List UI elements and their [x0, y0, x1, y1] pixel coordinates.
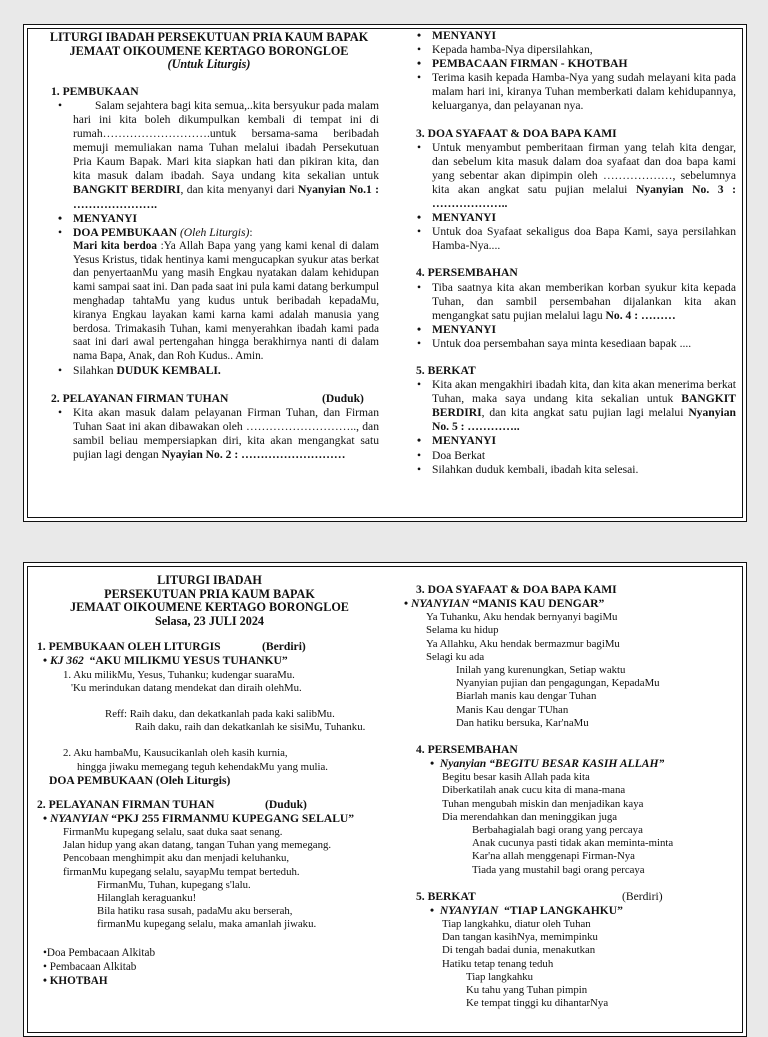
- sheet1-right-column: [404, 29, 736, 477]
- song-lyrics: Tiap langkahku, diatur oleh Tuhan Dan tangan kasihNya, memimpinku Di tengah badai dunia, menakutkan Hatiku tetap tenang teduh Tiap langkahku Ku tahu yang Tuhan pimpin Ke tempat tinggi ku dihantarNya: [442, 918, 609, 1010]
- song-lyrics: 1. Aku milikMu, Yesus, Tuhanku; kudengar suaraMu. 'Ku merindukan datang mendekat dan diraih olehMu. Reff: Raih daku, dan dekatkanlah pada kaki salibMu. Raih daku, raih dan dekatkanlah ke sisiMu, Tuhanku. 2. Aku hambaMu, Kausucikanlah oleh kasih kurnia, hingga jiwaku memegang teguh kehendakMu yang mulia.: [63, 668, 366, 773]
- section-heading-pembukaan: 1. PEMBUKAAN: [51, 84, 139, 98]
- list-item: • Terima kasih kepada Hamba-Nya yang sudah melayani kita pada malam hari ini, kiranya Tuhan memberkati dalam kehidupannya, keluarganya, dan pelayanan nya.: [432, 71, 736, 113]
- list-item: • Tiba saatnya kita akan memberikan korban syukur kita kepada Tuhan, dan sambil persembahan dijalankan kita akan mengangkat satu pujian melalui lagu No. 4 : ………: [432, 281, 736, 323]
- list-item: • PEMBACAAN FIRMAN - KHOTBAH: [432, 57, 736, 71]
- song-title-tiap-langkahku: • NYANYIAN “TIAP LANGKAHKU”: [430, 903, 623, 917]
- list-item: • MENYANYI: [73, 212, 379, 226]
- list-item: • Kita akan mengakhiri ibadah kita, dan kita akan menerima berkat Tuhan, maka saya undang kita sekalian untuk BANGKIT BERDIRI, dan kita angkat satu pujian lagi melalui Nyanyian No. 5 : …………..: [432, 378, 736, 434]
- khotbah-list: [37, 946, 382, 988]
- liturgy-sheet-congregation: [23, 562, 747, 1037]
- list-item: • Pembacaan Alkitab: [43, 960, 137, 973]
- berkat-list: [404, 378, 736, 477]
- sheet1-left-column: [39, 31, 379, 463]
- list-item: • Kita akan masuk dalam pelayanan Firman Tuhan, dan Firman Tuhan Saat ini akan dibawakan oleh ……………………….., dan sambil beliau mempersiapkan diri, kita akan mengangkat satu pujian lagi dengan Nyayian No. 2 : ………………………: [73, 406, 379, 462]
- section-heading-persembahan: 4. PERSEMBAHAN: [416, 743, 518, 757]
- doa-syafaat-list: [404, 141, 736, 254]
- section-heading-berkat: 5. BERKAT: [416, 363, 476, 377]
- song-lyrics: Ya Tuhanku, Aku hendak bernyanyi bagiMu Selama ku hidup Ya Allahku, Aku hendak bermazmur bagiMu Selagi ku ada Inilah yang kurenungkan, Setiap waktu Nyanyian pujian dan pengagungan, KepadaMu Biarlah manis kau dengar Tuhan Manis Kau dengar TUhan Dan hatiku bersuka, Kar'naMu: [426, 611, 660, 729]
- list-item: • DOA PEMBUKAAN (Oleh Liturgis):: [73, 226, 379, 240]
- pembukaan-list-end: [39, 364, 379, 378]
- section-heading-pembukaan: 1. PEMBUKAAN OLEH LITURGIS (Berdiri): [37, 640, 306, 654]
- song-title-pkj255: • NYANYIAN “PKJ 255 FIRMANMU KUPEGANG SELALU”: [43, 811, 355, 825]
- list-item: • Kepada hamba-Nya dipersilahkan,: [432, 43, 736, 57]
- sheet2-right-column: [404, 583, 734, 1010]
- persembahan-list: [404, 281, 736, 351]
- list-item: •Doa Pembacaan Alkitab: [43, 946, 156, 959]
- sheet1-title: LITURGI IBADAH PERSEKUTUAN PRIA KAUM BAPAK JEMAAT OIKOUMENE KERTAGO BORONGLOE (Untuk Liturgis): [39, 31, 379, 72]
- sheet2-left-column: [37, 574, 382, 988]
- list-item: • Silahkan DUDUK KEMBALI.: [73, 364, 379, 378]
- list-item: • Silahkan duduk kembali, ibadah kita selesai.: [432, 463, 736, 477]
- list-item: • MENYANYI: [432, 434, 736, 448]
- song-title-begitu-besar: • Nyanyian “BEGITU BESAR KASIH ALLAH”: [430, 757, 665, 771]
- section-heading-berkat: 5. BERKAT (Berdiri): [416, 889, 663, 903]
- section-heading-firman: 2. PELAYANAN FIRMAN TUHAN (Duduk): [37, 797, 307, 811]
- section-heading-persembahan: 4. PERSEMBAHAN: [416, 266, 518, 280]
- list-item: • Salam sejahtera bagi kita semua,..kita bersyukur pada malam hari ini kita boleh dikumpulkan kembali di tempat ini di rumah……………………….untuk bersama-sama beribadah memuji memuliakan nama Tuhan melalui ibadah Persekutuan Pria Kaum Bapak. Mari kita siapkan hati dan pikiran kita, dan kita masuk dalam ibadah. Saya undang kita sekalian untuk BANGKIT BERDIRI, dan kita menyanyi dari Nyanyian No.1 : ………………….: [73, 99, 379, 212]
- song-lyrics: Begitu besar kasih Allah pada kita Diberkatilah anak cucu kita di mana-mana Tuhan mengubah miskin dan menjadikan kaya Dia merendahkan dan meninggikan juga Berbahagialah bagi orang yang percaya Anak cucunya pasti tidak akan meminta-minta Kar'na allah menggenapi Firman-Nya Tiada yang mustahil bagi orang percaya: [442, 771, 674, 876]
- song-title-manis: • NYANYIAN “MANIS KAU DENGAR”: [404, 597, 605, 611]
- opening-prayer-heading: DOA PEMBUKAAN (Oleh Liturgis): [49, 773, 231, 787]
- pembukaan-list: [39, 99, 379, 240]
- list-item: • KHOTBAH: [43, 974, 108, 987]
- sheet2-date: Selasa, 23 JULI 2024: [154, 613, 265, 628]
- liturgy-sheet-liturgist: [23, 24, 747, 522]
- list-item: • Untuk doa Syafaat sekaligus doa Bapa Kami, saya persilahkan Hamba-Nya....: [432, 225, 736, 253]
- song-title-kj362: • KJ 362 “AKU MILIKMU YESUS TUHANKU”: [43, 654, 288, 668]
- list-item: • MENYANYI: [432, 211, 736, 225]
- section-heading-firman: 2. PELAYANAN FIRMAN TUHAN (Duduk): [51, 392, 364, 406]
- sheet2-title: LITURGI IBADAH PERSEKUTUAN PRIA KAUM BAPAK JEMAAT OIKOUMENE KERTAGO BORONGLOE Selasa, 23 JULI 2024: [37, 574, 382, 628]
- list-item: • MENYANYI: [432, 323, 736, 337]
- sheet1-subtitle: (Untuk Liturgis): [167, 57, 251, 72]
- song-lyrics: FirmanMu kupegang selalu, saat duka saat senang. Jalan hidup yang akan datang, tangan Tuhan yang memegang. Pencobaan menghimpit aku dan menjadi keluhanku, firmanMu kupegang selalu, sayapMu tempat berteduh. FirmanMu, Tuhan, kupegang s'lalu. Hilanglah keraguanku! Bila hatiku rasa susah, padaMu aku berserah, firmanMu kupegang selalu, maka amanlah jiwaku.: [63, 826, 332, 931]
- list-item: • Doa Berkat: [432, 449, 736, 463]
- firman-list: [39, 406, 379, 462]
- section-heading-doa-syafaat: 3. DOA SYAFAAT & DOA BAPA KAMI: [416, 126, 617, 140]
- list-item: • Untuk doa persembahan saya minta kesediaan bapak ....: [432, 337, 736, 351]
- section-heading-doa-syafaat: 3. DOA SYAFAAT & DOA BAPA KAMI: [416, 583, 617, 596]
- opening-prayer-text: Mari kita berdoa :Ya Allah Bapa yang yang kami kenal di dalam Yesus Kristus, tidak hentinya kami mengucapkan syukur atas berkat dan penyertaanMu yang masih Engkau nyatakan dalam kehidupan kami sampai saat ini. Dan pada saat ini pula kami datang berkumpul menghadap tahtaMu yang kudus untuk beribadah kepadaMu, kiranya Engkau layakan kami karna kami adalah manusia yang berdosa. Trimakasih Tuhan, kami menyerahkan ibadah kami pada saat ini dari awal pertengahan hingga berakhirnya nanti di dalam nama Bapa, Anak, dan Roh Kudus.. Amin.: [73, 239, 379, 363]
- list-item: • MENYANYI: [432, 29, 736, 43]
- firman-continued-list: [404, 29, 736, 114]
- list-item: • Untuk menyambut pemberitaan firman yang telah kita dengar, dan sebelum kita masuk dalam doa syafaat dan doa bapa kami yang sebentar akan dipimpin oleh ………………, sebelumnya kita akan angkat satu pujian melalui Nyanyian No. 3 : ………………..: [432, 141, 736, 211]
